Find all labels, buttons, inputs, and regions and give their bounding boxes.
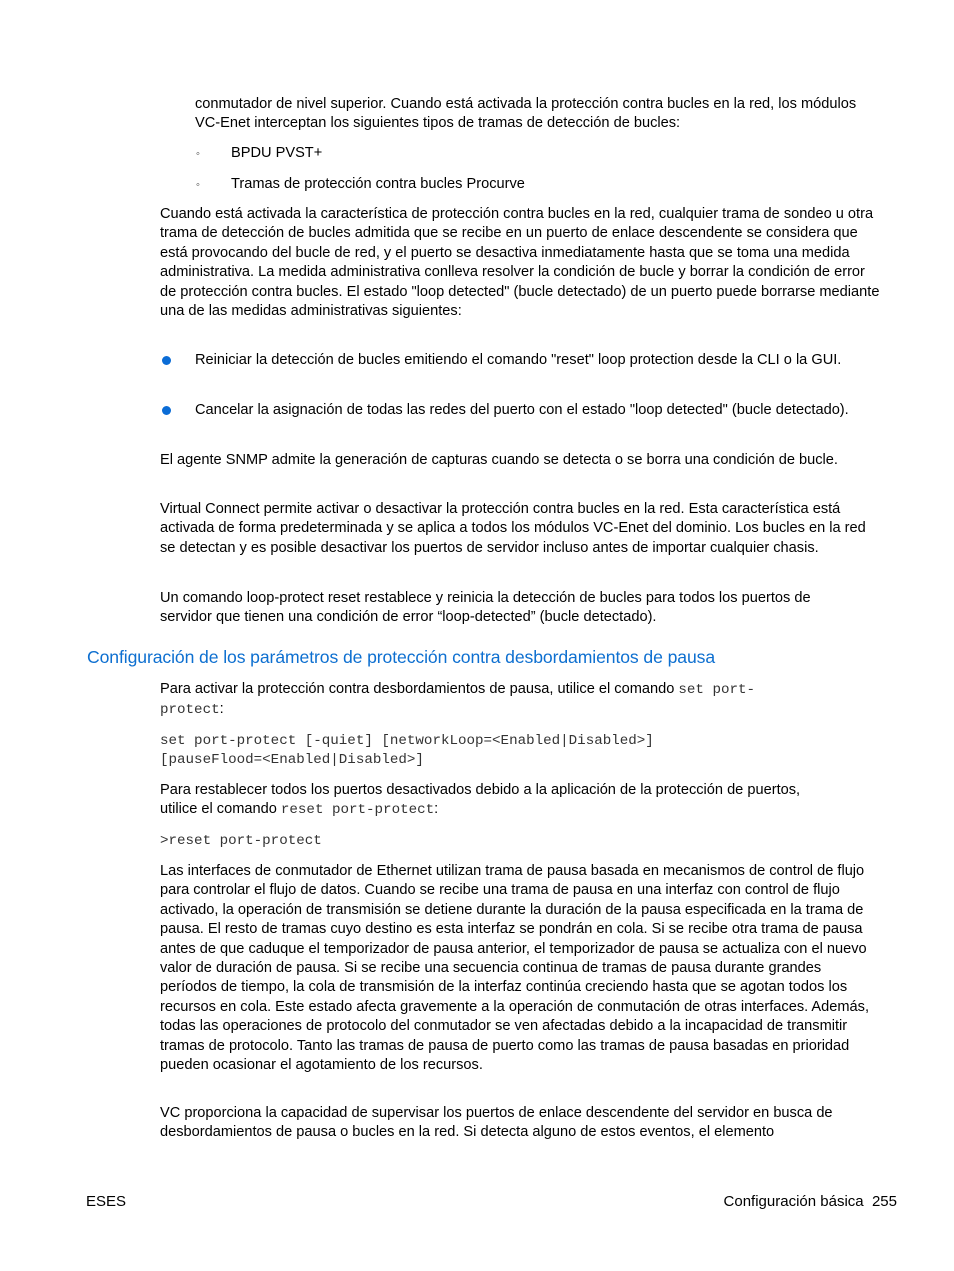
reset-instruction: Para restablecer todos los puertos desactivados debido a la aplicación de la protección de puertos, utilice el comando reset port-protect: xyxy=(160,781,882,821)
bullet-icon xyxy=(162,406,171,415)
enable-instruction: Para activar la protección contra desbordamientos de pausa, utilice el comando set port- protect: xyxy=(160,681,756,719)
enable-command-continued: protect xyxy=(160,702,220,719)
footer-locale: ESES xyxy=(86,1193,127,1210)
intro-continuation-paragraph: conmutador de nivel superior. Cuando está activada la protección contra bucles en la red, los módulos VC-Enet interceptan los siguientes tipos de tramas de detección de bucles: xyxy=(195,96,857,132)
reset-text-continued: utilice el comando xyxy=(160,801,277,818)
reset-text: Para restablecer todos los puertos desactivados debido a la aplicación de la protección de puertos, xyxy=(160,782,801,798)
code-line: set port-protect [-quiet] [networkLoop=<Enabled|Disabled>] xyxy=(160,733,654,749)
admin-action-item: Reiniciar la detección de bucles emitiendo el comando "reset" loop protection desde la CLI o la GUI. xyxy=(195,352,842,368)
sub-bullet-icon: ◦ xyxy=(196,179,200,191)
section-heading: Configuración de los parámetros de protección contra desbordamientos de pausa xyxy=(87,647,716,667)
enable-command: set port- xyxy=(678,682,756,698)
reset-code-block: >reset port-protect xyxy=(160,833,322,849)
code-block xyxy=(160,732,654,771)
admin-action-item: Cancelar la asignación de todas las redes del puerto con el estado "loop detected" (bucle detectado). xyxy=(195,402,849,418)
snmp-paragraph: El agente SNMP admite la generación de capturas cuando se detecta o se borra una condición de bucle. xyxy=(160,452,838,468)
page-number: 255 xyxy=(871,1193,897,1210)
sub-bullet-icon: ◦ xyxy=(196,148,200,160)
footer-section xyxy=(724,1192,897,1211)
vc-monitor-paragraph: VC proporciona la capacidad de supervisar los puertos de enlace descendente del servidor en busca de desbordamientos de pausa o bucles en la red. Si detecta alguno de estos eventos, el elemento xyxy=(160,1105,833,1141)
loop-protect-reset-paragraph: Un comando loop-protect reset restablece y reinicia la detección de bucles para todos los puertos de servidor que tienen una condición de error “loop-detected” (bucle detectado). xyxy=(160,590,811,626)
enable-text: Para activar la protección contra desbordamientos de pausa, utilice el comando xyxy=(160,681,675,697)
footer-section-title: Configuración básica xyxy=(723,1193,864,1210)
frame-type-item: BPDU PVST+ xyxy=(231,145,323,161)
code-line: [pauseFlood=<Enabled|Disabled>] xyxy=(160,752,424,769)
loop-detected-paragraph: Cuando está activada la característica de protección contra bucles en la red, cualquier trama de sondeo u otra trama de detección de bucles admitida que se recibe en un puerto de enlace descendente se considera que está provocando del bucle de red, y el puerto se desactiva inmediatamente hasta que se toma una medida administrativa. La medida administrativa conlleva resolver la condición de bucle y borrar la condición de error de protección contra bucles. El estado "loop detected" (bucle detectado) de un puerto puede borrarse mediante una de las medidas administrativas siguientes: xyxy=(160,206,880,320)
pause-frames-paragraph: Las interfaces de conmutador de Ethernet utilizan trama de pausa basada en mecanismos de control de flujo para controlar el flujo de datos. Cuando se recibe una trama de pausa en una interfaz con control de flujo activado, la operación de transmisión se detiene durante la duración de la pausa especificada en la trama de pausa. El resto de tramas cuyo destino es esta interfaz se pondrán en cola. Si se recibe otra trama de pausa antes de que caduque el temporizador de pausa anterior, el temporizador de pausa se actualiza con el nuevo valor de duración de pausa. Si se recibe una secuencia continua de tramas de pausa durante grandes períodos de tiempo, la cola de transmisión de la interfaz continúa creciendo hasta que se agotan todos los recursos en cola. Este estado afecta gravemente a la operación de conmutación de otras interfaces. Además, todas las operaciones de protocolo del conmutador se ven afectadas debido a la incapacidad de transmitir tramas de protocolo. Tanto las tramas de pausa de puerto como las tramas de pausa basadas en prioridad pueden ocasionar el agotamiento de los recursos. xyxy=(160,863,870,1074)
bullet-icon xyxy=(162,356,171,365)
frame-type-item: Tramas de protección contra bucles Procurve xyxy=(231,176,525,192)
virtual-connect-paragraph: Virtual Connect permite activar o desactivar la protección contra bucles en la red. Esta característica está activada de forma predeterminada y se aplica a todos los módulos VC-Enet del dominio. Los bucles en la red se detectan y es posible desactivar los puertos de servidor incluso antes de importar cualquier chasis. xyxy=(160,501,866,556)
reset-command: reset port-protect xyxy=(280,802,435,819)
